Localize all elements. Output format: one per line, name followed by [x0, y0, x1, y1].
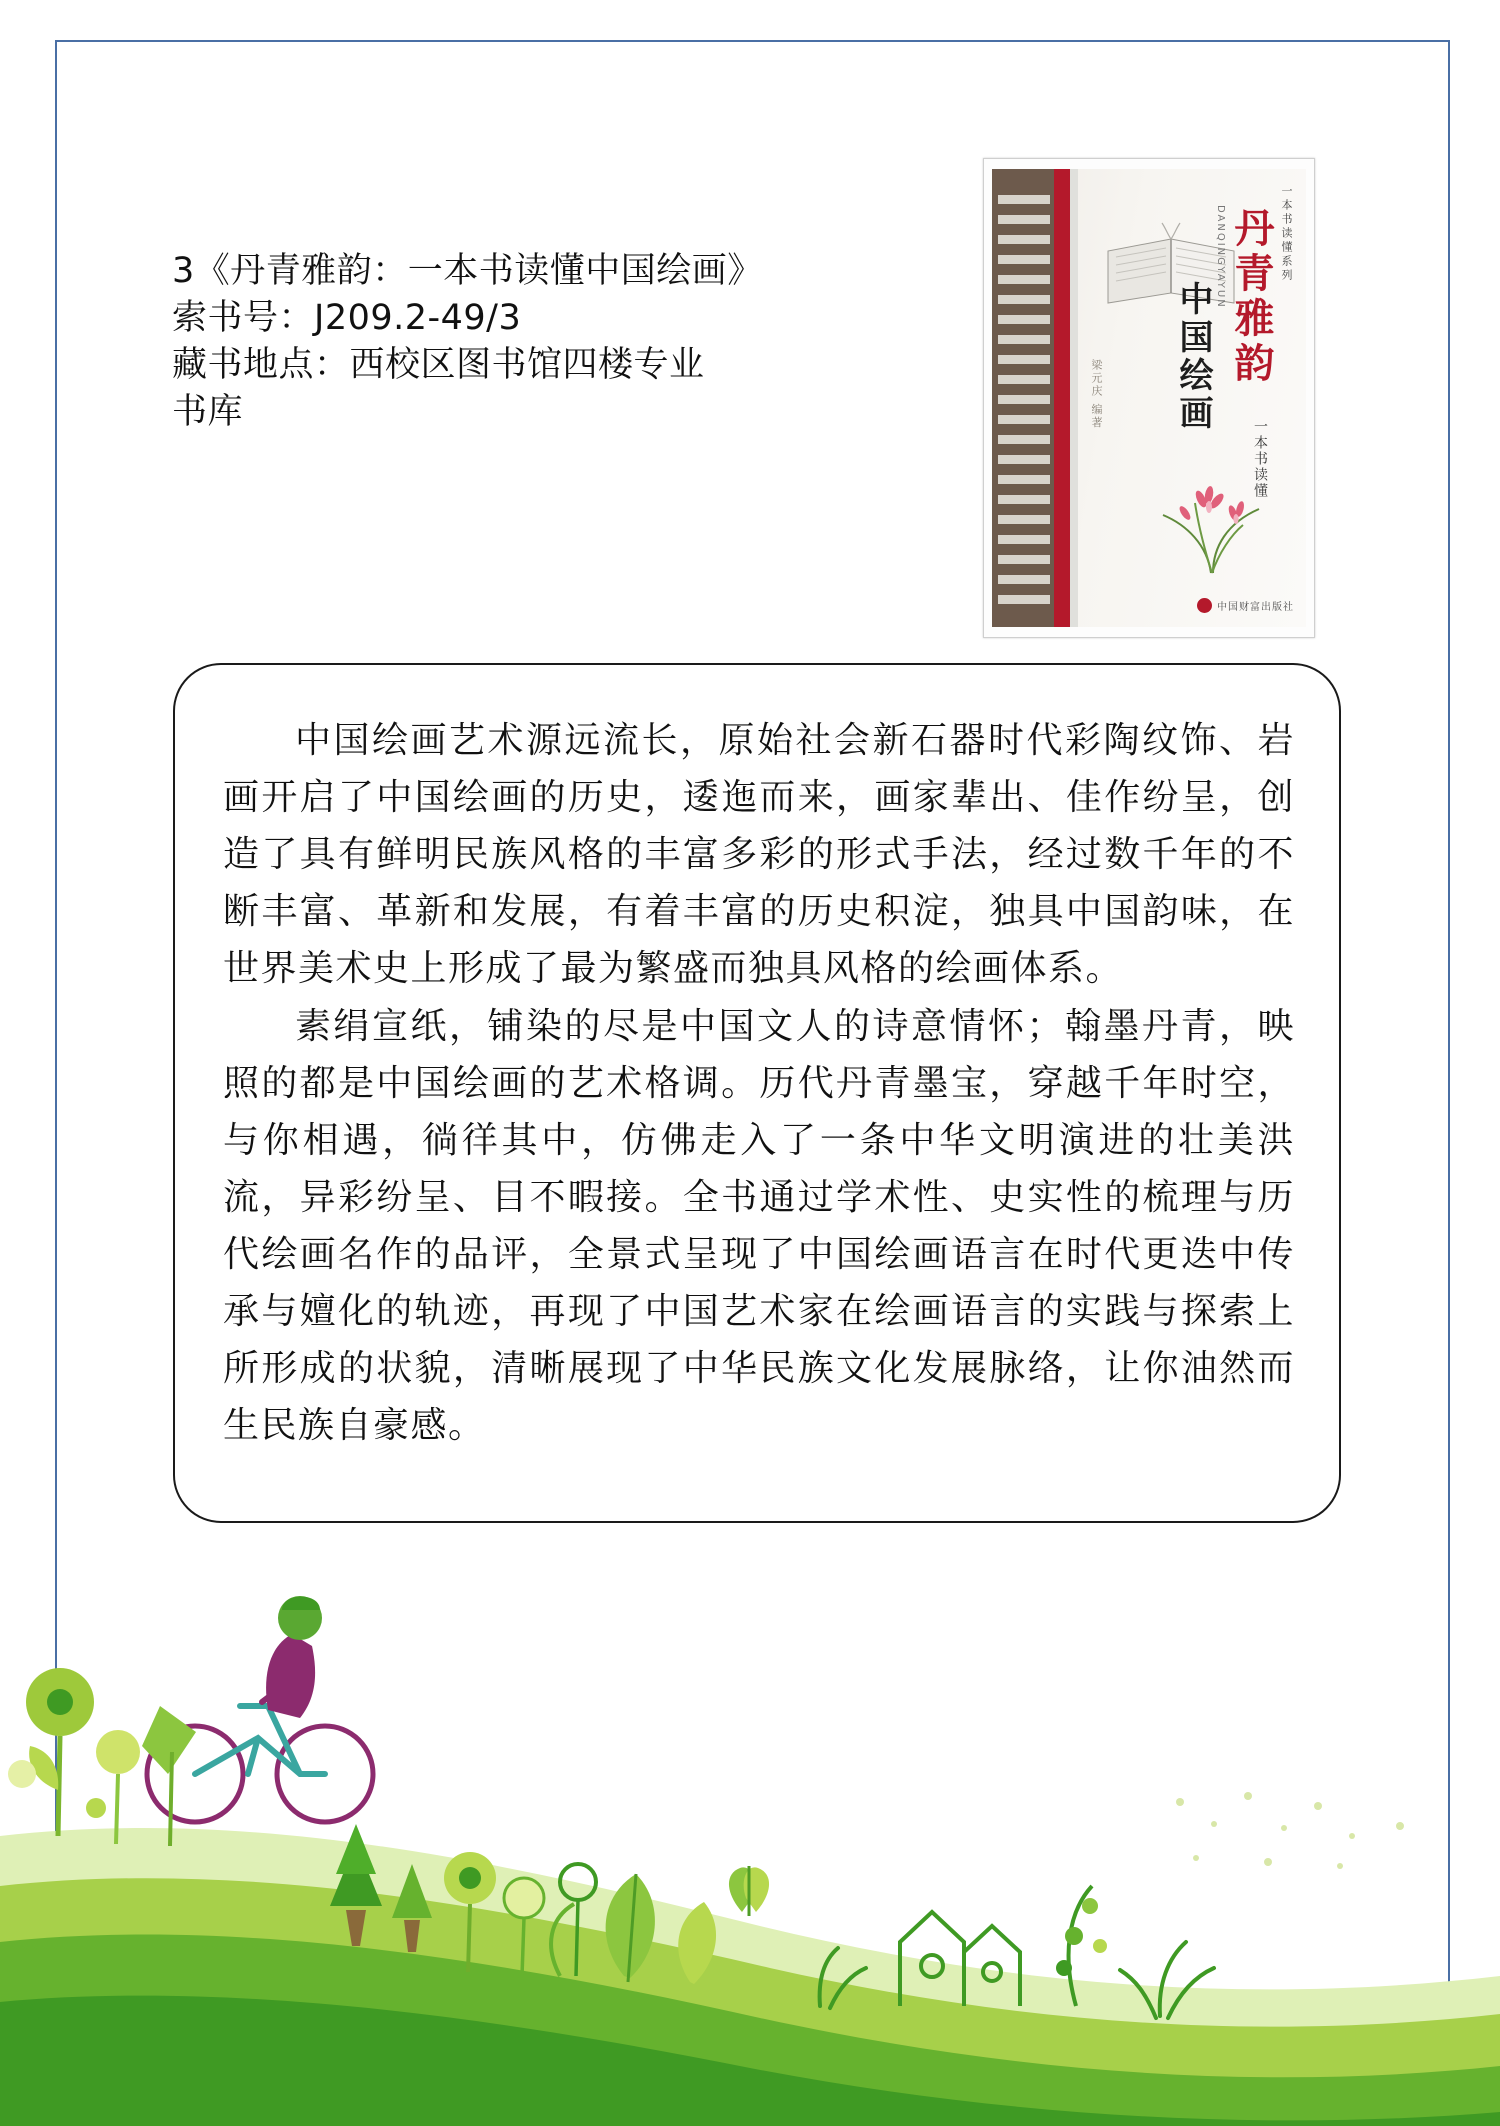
- cover-main-title: 丹青雅韵: [1228, 207, 1274, 387]
- call-number-line: 索书号：J209.2-49/3: [172, 297, 522, 338]
- location-line-continued: 书库: [172, 391, 244, 432]
- cover-grey-band: [1070, 169, 1078, 627]
- description-paragraph-1: 中国绘画艺术源远流长，原始社会新石器时代彩陶纹饰、岩画开启了中国绘画的历史，逶迤而来，画家辈出、佳作纷呈，创造了具有鲜明民族风格的丰富多彩的形式手法，经过数千年的不断丰富、革新和发展，有着丰富的历史积淀，独具中国韵味，在世界美术史上形成了最为繁盛而独具风格的绘画体系。: [223, 720, 1295, 989]
- description-paragraph-2: 素绢宣纸，铺染的尽是中国文人的诗意情怀；翰墨丹青，映照的都是中国绘画的艺术格调。历代丹青墨宝，穿越千年时空，与你相遇，徜徉其中，仿佛走入了一条中华文明演进的壮美洪流，异彩纷呈、目不暇接。全书通过学术性、史实性的梳理与历代绘画名作的品评，全景式呈现了中国绘画语言在时代更迭中传承与嬗化的轨迹，再现了中国艺术家在绘画语言的实践与探索上所形成的状貌，清晰展现了中华民族文化发展脉络，让你油然而生民族自豪感。: [223, 1006, 1295, 1446]
- cover-banner-text: 一本书读懂: [1252, 419, 1268, 499]
- publisher-logo-icon: [1197, 598, 1212, 613]
- cover-author: 梁元庆 编著: [1090, 359, 1103, 430]
- cover-pinyin: DANQINGYAYUN: [1215, 205, 1226, 309]
- publisher-bar: [1197, 598, 1294, 613]
- cover-red-band: [1054, 169, 1070, 627]
- orchid-illustration: [1147, 455, 1277, 575]
- cover-series-text: 一本书读懂系列: [1280, 185, 1293, 283]
- book-spine: [992, 169, 1054, 627]
- book-cover-photo: [983, 158, 1315, 638]
- book-title-line: 3《丹青雅韵：一本书读懂中国绘画》: [172, 251, 763, 291]
- book-description-card: [173, 663, 1341, 1523]
- cover-sub-title: 中国绘画: [1173, 281, 1213, 433]
- book-cover-artwork: [992, 169, 1306, 627]
- book-info-block: [172, 248, 932, 436]
- location-line: 藏书地点：西校区图书馆四楼专业: [172, 344, 705, 385]
- publisher-name: 中国财富出版社: [1217, 602, 1294, 613]
